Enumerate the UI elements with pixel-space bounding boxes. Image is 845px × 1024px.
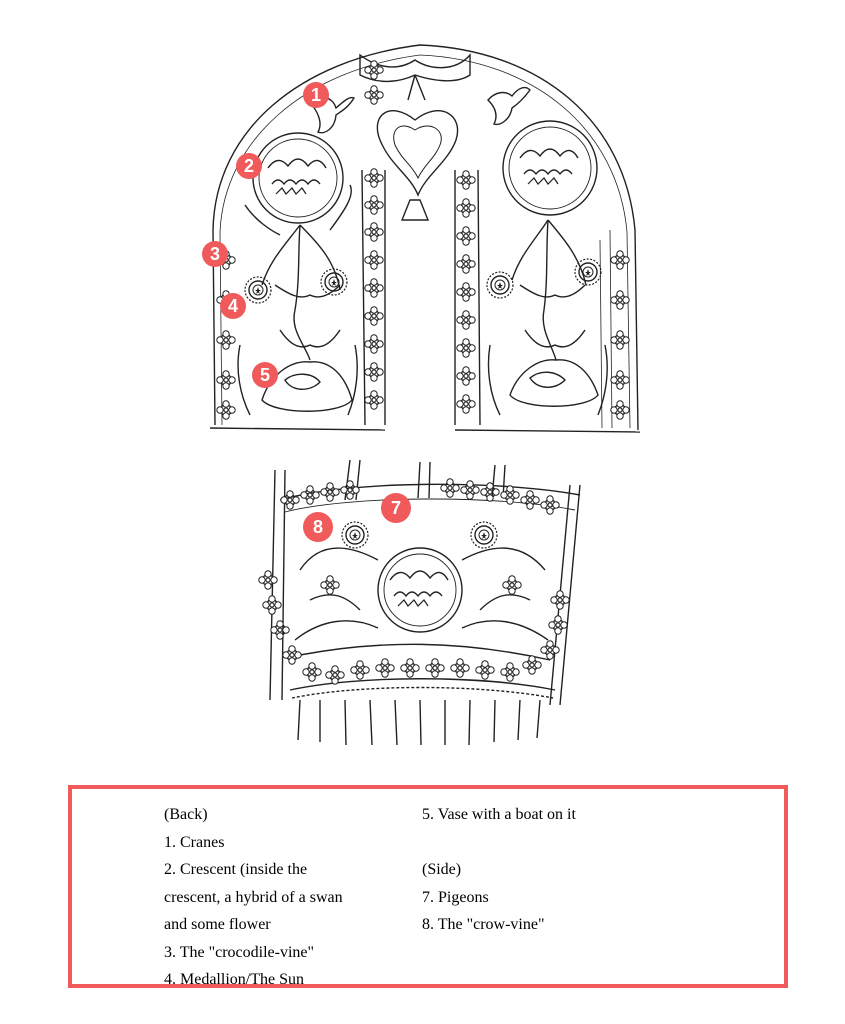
legend-line: 7. Pigeons xyxy=(422,888,489,906)
legend-line: crescent, a hybrid of a swan xyxy=(164,888,343,906)
legend-line: (Side) xyxy=(422,861,462,878)
legend-line: 5. Vase with a boat on it xyxy=(422,806,576,823)
legend-line: and some flower xyxy=(164,916,271,933)
svg-text:7: 7 xyxy=(390,498,402,518)
legend-box xyxy=(68,785,788,988)
legend-spacer xyxy=(422,829,722,857)
marker-3 xyxy=(202,241,228,267)
marker-7 xyxy=(381,493,411,523)
marker-1 xyxy=(303,82,329,108)
legend-side-column xyxy=(422,801,722,939)
marker-8 xyxy=(303,512,333,542)
legend-line: (Back) xyxy=(164,806,208,823)
legend-line: 3. The "crocodile-vine" xyxy=(164,943,315,961)
legend-line: 2. Crescent (inside the xyxy=(164,861,308,878)
legend-back-column xyxy=(164,801,404,994)
marker-5 xyxy=(252,362,278,388)
marker-2 xyxy=(236,153,262,179)
svg-text:4: 4 xyxy=(227,296,239,316)
legend-line: 8. The "crow-vine" xyxy=(422,916,545,933)
svg-text:1: 1 xyxy=(310,85,322,105)
svg-text:2: 2 xyxy=(243,156,255,176)
legend-line: 1. Cranes xyxy=(164,833,225,851)
svg-text:5: 5 xyxy=(259,365,271,385)
svg-text:3: 3 xyxy=(209,244,221,264)
legend-line: 4. Medallion/The Sun xyxy=(164,971,304,988)
side-piece xyxy=(270,460,580,745)
marker-4 xyxy=(220,293,246,319)
svg-text:8: 8 xyxy=(312,517,324,537)
